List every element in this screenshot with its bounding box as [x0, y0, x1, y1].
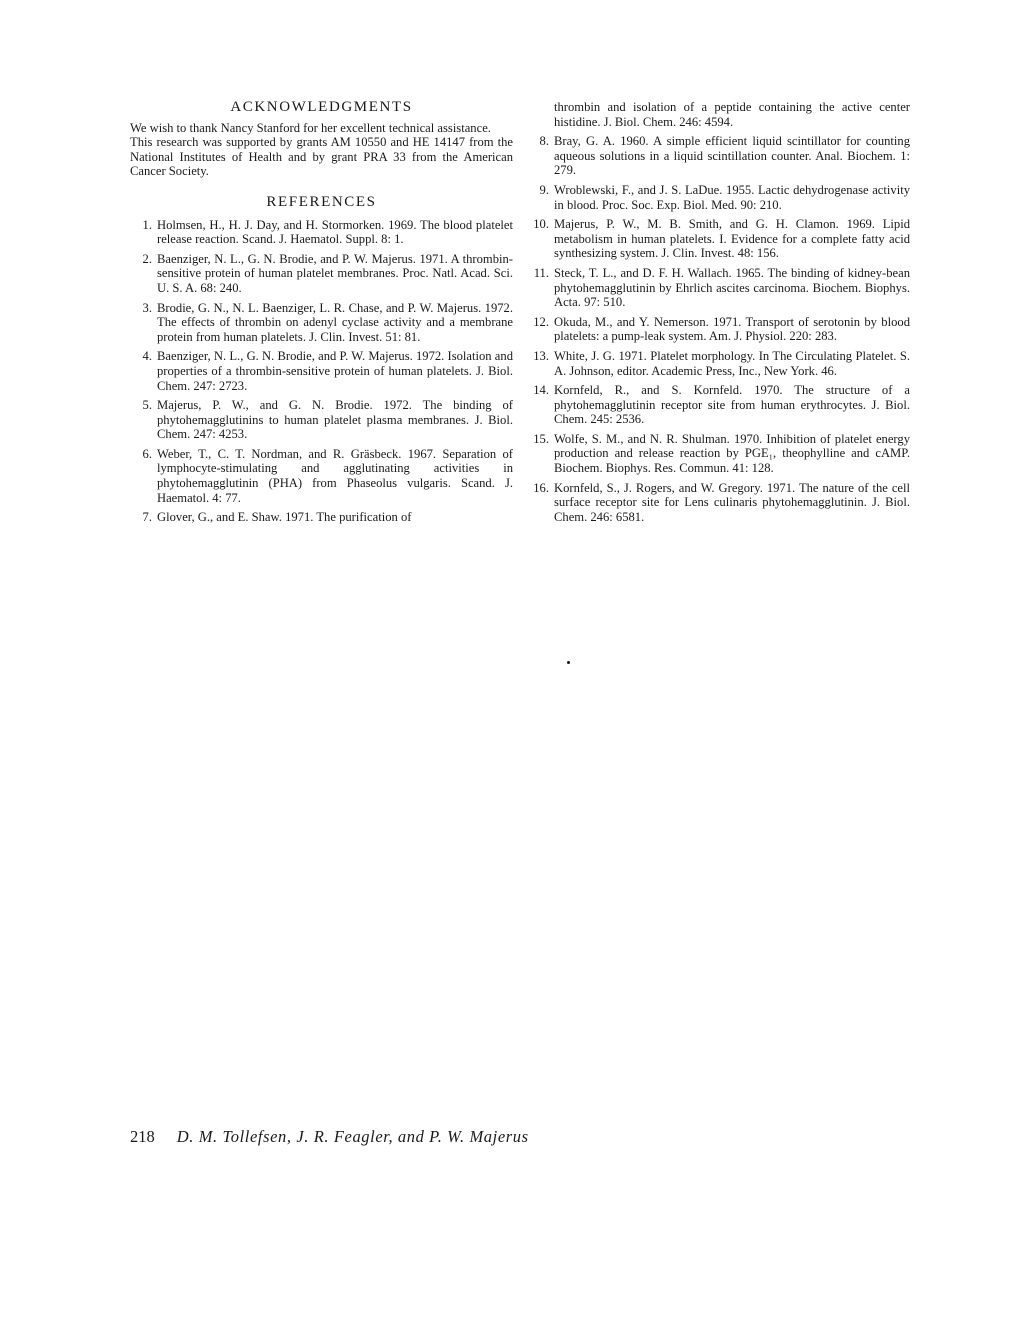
reference-item	[527, 383, 910, 427]
page-number: 218	[130, 1127, 155, 1146]
reference-text: Brodie, G. N., N. L. Baenziger, L. R. Chase, and P. W. Majerus. 1972. The effects of thrombin on adenyl cyclase activity and a membrane protein from human platelets. J. Clin. Invest. 51: 81.	[157, 300, 513, 344]
reference-item	[130, 301, 513, 345]
running-authors: D. M. Tollefsen, J. R. Feagler, and P. W. Majerus	[176, 1127, 529, 1146]
reference-item	[527, 217, 910, 261]
reference-item	[527, 481, 910, 525]
references-heading: REFERENCES	[266, 193, 377, 210]
reference-text: Baenziger, N. L., G. N. Brodie, and P. W. Majerus. 1971. A thrombin-sensitive protein of human platelet membranes. Proc. Natl. Acad. Sci. U. S. A. 68: 240.	[157, 251, 513, 295]
reference-item	[527, 134, 910, 178]
reference-text: Holmsen, H., H. J. Day, and H. Stormorken. 1969. The blood platelet release reaction. Scand. J. Haematol. Suppl. 8: 1.	[157, 217, 513, 247]
reference-list-left	[130, 218, 513, 525]
reference-number: 8.	[539, 134, 549, 149]
reference-text: Kornfeld, S., J. Rogers, and W. Gregory. 1971. The nature of the cell surface receptor site for Lens culinaris phytohemagglutinin. J. Biol. Chem. 246: 6581.	[554, 480, 910, 524]
reference-text: thrombin and isolation of a peptide containing the active center histidine. J. Biol. Chem. 246: 4594.	[554, 100, 910, 129]
reference-text: Wroblewski, F., and J. S. LaDue. 1955. Lactic dehydrogenase activity in blood. Proc. Soc. Exp. Biol. Med. 90: 210.	[554, 182, 910, 212]
reference-number: 13.	[533, 348, 549, 363]
reference-item	[527, 183, 910, 212]
reference-item	[130, 510, 513, 525]
reference-text: Weber, T., C. T. Nordman, and R. Gräsbeck. 1967. Separation of lymphocyte-stimulating and agglutinating activities in phytohemagglutinin (PHA) from Phaseolus vulgaris. Scand. J. Haematol. 4: 77.	[157, 446, 513, 505]
reference-number: 16.	[533, 480, 549, 495]
reference-text: Okuda, M., and Y. Nemerson. 1971. Transport of serotonin by blood platelets: a pump-leak system. Am. J. Physiol. 220: 283.	[554, 314, 910, 344]
funding-paragraph: This research was supported by grants AM 10550 and HE 14147 from the National Institutes of Health and by grant PRA 33 from the American Cancer Society.	[130, 135, 513, 179]
reference-number: 6.	[142, 446, 152, 461]
reference-text: Kornfeld, R., and S. Kornfeld. 1970. The structure of a phytohemagglutinin receptor site from human erythrocytes. J. Biol. Chem. 245: 2536.	[554, 383, 910, 427]
reference-number: 2.	[142, 251, 152, 266]
reference-number: 9.	[539, 182, 549, 197]
reference-item	[130, 398, 513, 442]
reference-number: 7.	[142, 510, 152, 525]
acknowledgment-paragraph: We wish to thank Nancy Stanford for her excellent technical assistance.	[130, 120, 491, 135]
reference-number: 4.	[142, 349, 152, 364]
acknowledgments-heading: ACKNOWLEDGMENTS	[230, 99, 413, 115]
reference-item	[527, 315, 910, 344]
reference-item	[527, 266, 910, 310]
reference-item	[130, 447, 513, 505]
reference-number: 15.	[533, 431, 549, 446]
reference-number: 12.	[533, 314, 549, 329]
reference-number: 14.	[533, 383, 549, 398]
reference-text: Steck, T. L., and D. F. H. Wallach. 1965. The binding of kidney-bean phytohemagglutinin by Ehrlich ascites carcinoma. Biochem. Biophys. Acta. 97: 510.	[554, 265, 910, 310]
reference-text: Wolfe, S. M., and N. R. Shulman. 1970. Inhibition of platelet energy production and release reaction by PGE₁, theophylline and cAMP. Biochem. Biophys. Res. Commun. 41: 128.	[554, 431, 910, 476]
reference-text: Bray, G. A. 1960. A simple efficient liquid scintillator for counting aqueous solutions in a liquid scintillation counter. Anal. Biochem. 1: 279.	[554, 134, 910, 178]
reference-number: 1.	[142, 217, 152, 232]
right-column	[527, 100, 910, 529]
reference-text: Majerus, P. W., M. B. Smith, and G. H. Clamon. 1969. Lipid metabolism in human platelets. I. Evidence for a complete fatty acid synthesizing system. J. Clin. Invest. 48: 156.	[554, 217, 910, 261]
reference-list-right	[527, 100, 910, 524]
reference-item	[130, 252, 513, 296]
reference-text: Majerus, P. W., and G. N. Brodie. 1972. The binding of phytohemagglutinins to human platelet plasma membranes. J. Biol. Chem. 247: 4253.	[157, 398, 513, 442]
left-column	[130, 100, 513, 530]
reference-text: Baenziger, N. L., G. N. Brodie, and P. W. Majerus. 1972. Isolation and properties of a thrombin-sensitive protein of human platelets. J. Biol. Chem. 247: 2723.	[157, 349, 513, 393]
reference-number: 10.	[533, 217, 549, 232]
reference-number: 5.	[142, 398, 152, 413]
reference-item	[527, 432, 910, 476]
reference-item	[527, 349, 910, 378]
reference-number: 11.	[533, 265, 549, 280]
reference-text: White, J. G. 1971. Platelet morphology. In The Circulating Platelet. S. A. Johnson, editor. Academic Press, Inc., New York. 46.	[554, 348, 910, 378]
reference-item	[130, 349, 513, 393]
reference-item	[130, 218, 513, 247]
stray-dot-mark	[567, 661, 570, 664]
reference-continuation	[527, 100, 910, 129]
reference-number: 3.	[142, 300, 152, 315]
page-footer	[130, 1127, 529, 1147]
reference-text: Glover, G., and E. Shaw. 1971. The purification of	[157, 510, 412, 525]
